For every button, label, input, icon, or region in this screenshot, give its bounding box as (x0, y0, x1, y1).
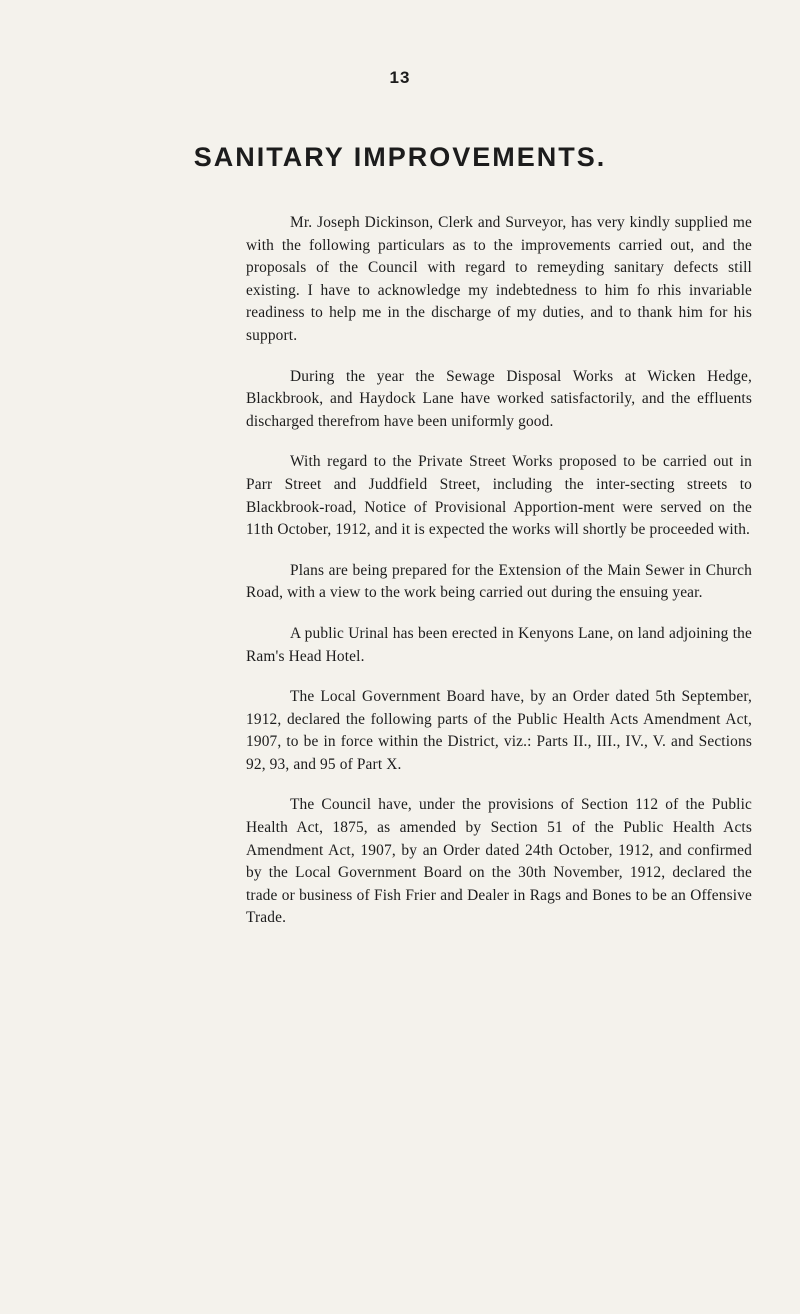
page-number: 13 (389, 68, 411, 87)
paragraph-sewage-works: During the year the Sewage Disposal Works at Wicken Hedge, Blackbrook, and Haydock Lane have worked satisfactorily, and the effluents discharged therefrom have been uniformly good. (246, 367, 752, 430)
paragraph-main-sewer: Plans are being prepared for the Extension of the Main Sewer in Church Road, with a view to the work being carried out during the ensuing year. (246, 561, 752, 602)
body-text (246, 212, 752, 948)
paragraph-private-street-works: With regard to the Private Street Works proposed to be carried out in Parr Street and Juddfield Street, including the inter-secting streets to Blackbrook-road, Notice of Provisional Apportion-ment were served on the 11th October, 1912, and it is expected the works will shortly be proceeded with. (246, 453, 752, 539)
paragraph-offensive-trade: The Council have, under the provisions of Section 112 of the Public Health Act, 1875, as amended by Section 51 of the Public Health Acts Amendment Act, 1907, by an Order dated 24th October, 1912, and confirmed by the Local Government Board on the 30th November, 1912, declared the trade or business of Fish Frier and Dealer in Rags and Bones to be an Offensive Trade. (246, 796, 752, 927)
paragraph-public-urinal: A public Urinal has been erected in Kenyons Lane, on land adjoining the Ram's Head Hotel. (246, 624, 752, 665)
paragraph-lgb-order: The Local Government Board have, by an Order dated 5th September, 1912, declared the following parts of the Public Health Acts Amendment Act, 1907, to be in force within the District, viz.: Parts II., III., IV., V. and Sections 92, 93, and 95 of Part X. (246, 688, 752, 773)
paragraph-acknowledgement: Mr. Joseph Dickinson, Clerk and Surveyor, has very kindly supplied me with the following particulars as to the improvements carried out, and the proposals of the Council with regard to remeyding sanitary defects still existing. I have to acknowledge my indebtedness to him fo rhis invariable readiness to help me in the discharge of my duties, and to thank him for his support. (246, 214, 752, 344)
page-title: SANITARY IMPROVEMENTS. (193, 142, 607, 172)
